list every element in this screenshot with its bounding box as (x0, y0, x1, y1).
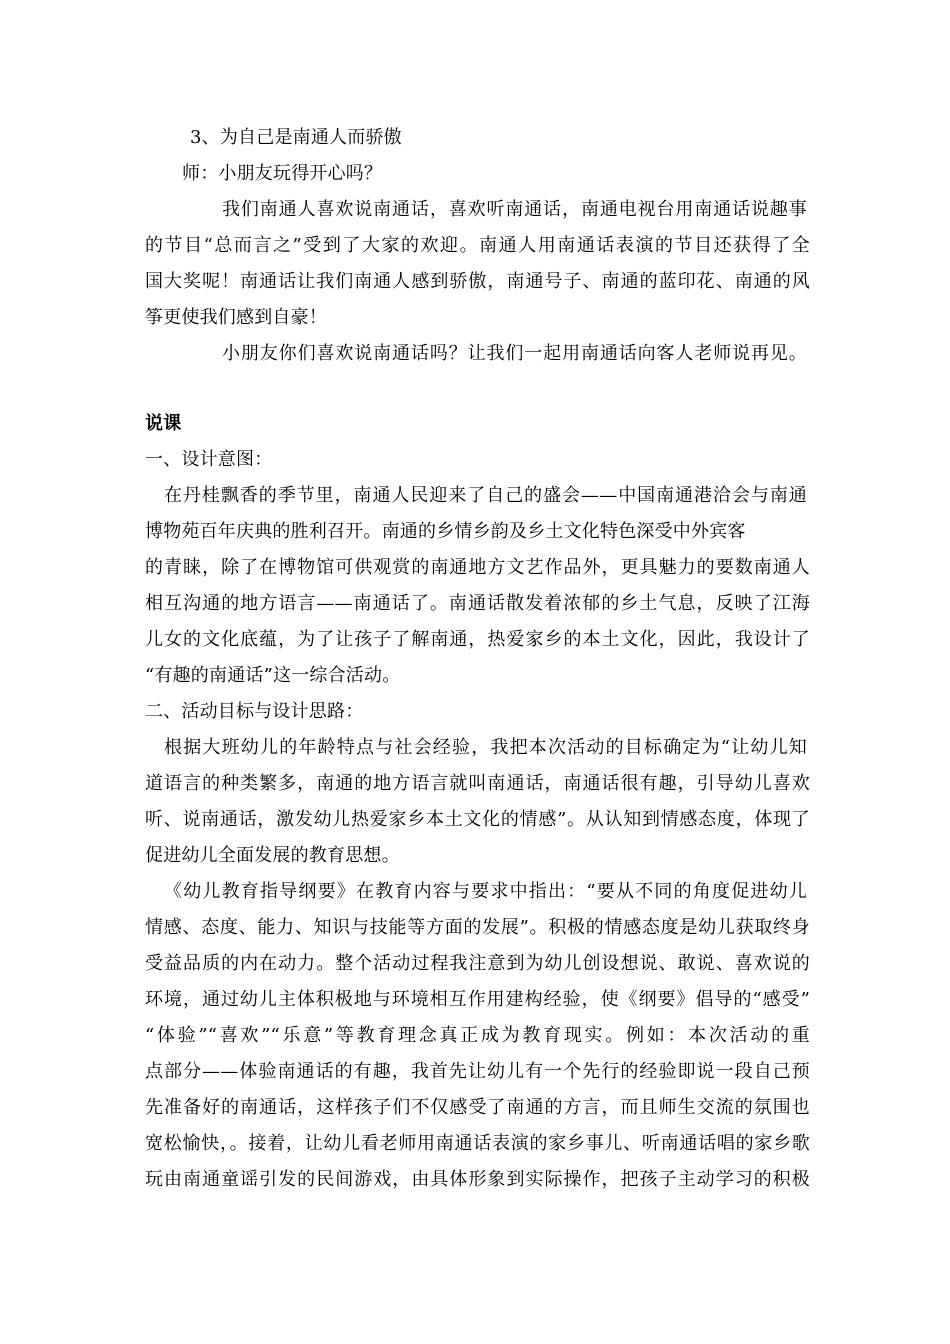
paragraph-line: 我们南通人喜欢说南通话，喜欢听南通话，南通电视台用南通话说趣事 (222, 199, 807, 220)
paragraph-line: 相互沟通的地方语言——南通话了。南通话散发着浓郁的乡土气息，反映了江海 (145, 593, 810, 614)
teacher-line: 师：小朋友玩得开心吗？ (182, 163, 383, 184)
paragraph-line: 玩由南通童谣引发的民间游戏，由具体形象到实际操作，把孩子主动学习的积极 (145, 1169, 810, 1190)
paragraph-line: 听、说南通话，激发幼儿热爱家乡本土文化的情感”。从认知到情感态度，体现了 (145, 809, 810, 830)
paragraph-line: 根据大班幼儿的年龄特点与社会经验，我把本次活动的目标确定为“让幼儿知 (164, 737, 807, 758)
paragraph-line: 筝更使我们感到自豪！ (145, 307, 327, 328)
paragraph-line: 在丹桂飘香的季节里，南通人民迎来了自己的盛会——中国南通港洽会与南通 (164, 485, 807, 506)
section-heading: 3、为自己是南通人而骄傲 (190, 127, 402, 148)
paragraph-line: 小朋友你们喜欢说南通话吗？让我们一起用南通话向客人老师说再见。 (222, 343, 807, 364)
paragraph-line: “有趣的南通话”这一综合活动。 (145, 665, 401, 686)
paragraph-line: 儿女的文化底蕴，为了让孩子了解南通，热爱家乡的本土文化，因此，我设计了 (145, 629, 810, 650)
paragraph-line: 先准备好的南通话，这样孩子们不仅感受了南通的方言，而且师生交流的氛围也 (145, 1097, 810, 1118)
paragraph-line: 宽松愉快，。接着，让幼儿看老师用南通话表演的家乡事儿、听南通话唱的家乡歌 (145, 1133, 810, 1154)
paragraph-line: 环境，通过幼儿主体积极地与环境相互作用建构经验，使《纲要》倡导的“感受” (145, 989, 810, 1010)
paragraph-line: 受益品质的内在动力。整个活动过程我注意到为幼儿创设想说、敢说、喜欢说的 (145, 953, 810, 974)
paragraph-line: 《幼儿教育指导纲要》在教育内容与要求中指出：“要从不同的角度促进幼儿 (164, 881, 807, 902)
paragraph-line: 情感、态度、能力、知识与技能等方面的发展”。积极的情感态度是幼儿获取终身 (145, 917, 810, 938)
paragraph-line: “体验”“喜欢”“乐意”等教育理念真正成为教育现实。例如：本次活动的重 (145, 1025, 810, 1046)
lecture-title: 说课 (145, 413, 182, 434)
paragraph-line: 博物苑百年庆典的胜利召开。南通的乡情乡韵及乡土文化特色深受中外宾客 (145, 521, 746, 542)
paragraph-line: 国大奖呢！南通话让我们南通人感到骄傲，南通号子、南通的蓝印花、南通的风 (145, 271, 810, 292)
paragraph-line: 促进幼儿全面发展的教育思想。 (145, 845, 400, 866)
paragraph-line: 道语言的种类繁多，南通的地方语言就叫南通话，南通话很有趣，引导幼儿喜欢 (145, 773, 810, 794)
part2-heading: 二、活动目标与设计思路： (145, 701, 364, 722)
part1-heading: 一、设计意图： (145, 449, 273, 470)
paragraph-line: 的节目“总而言之”受到了大家的欢迎。南通人用南通话表演的节目还获得了全 (145, 235, 810, 256)
paragraph-line: 点部分——体验南通话的有趣，我首先让幼儿有一个先行的经验即说一段自己预 (145, 1061, 810, 1082)
paragraph-line: 的青睐，除了在博物馆可供观赏的南通地方文艺作品外，更具魅力的要数南通人 (145, 557, 810, 578)
